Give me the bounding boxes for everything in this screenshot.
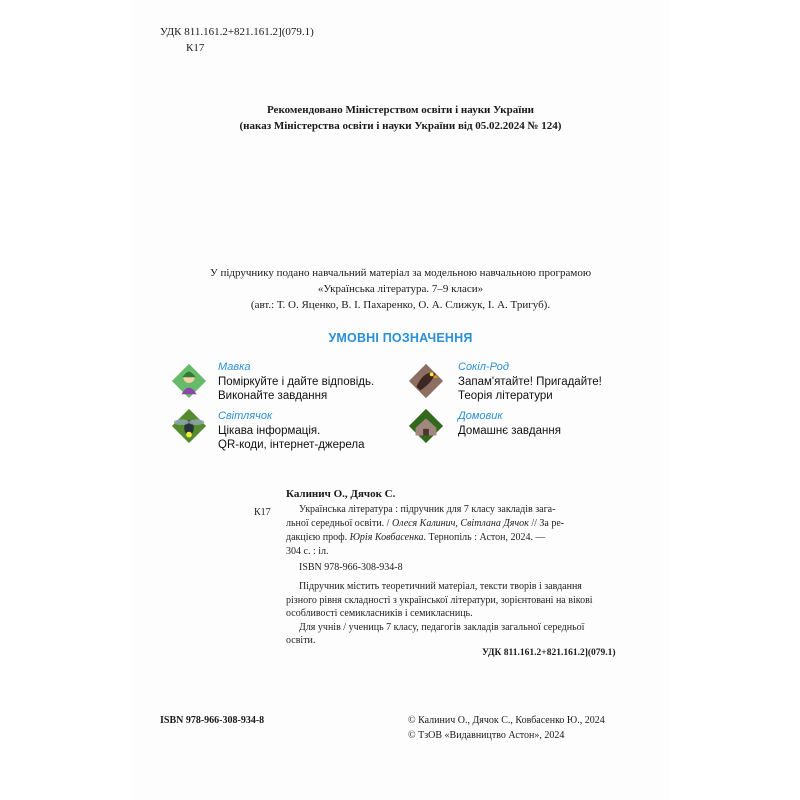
- program-note-line1: У підручнику подано навчальний матеріал за модельною навчальною програмою: [209, 267, 592, 279]
- legend-text-sokil-1: Запам'ятайте! Пригадайте!: [458, 376, 602, 388]
- program-note-line3: (авт.: Т. О. Яценко, В. І. Пахаренко, О. А. Слижук, І. А. Тригуб).: [250, 299, 551, 311]
- legend-title: УМОВНІ ПОЗНАЧЕННЯ: [328, 331, 473, 345]
- falcon-icon: [407, 362, 445, 400]
- catalog-isbn: ISBN 978-966-308-934-8: [299, 562, 403, 573]
- catalog-line4: 304 с. : іл.: [286, 546, 329, 557]
- legend-name-svitliachok: Світлячок: [218, 410, 273, 422]
- domovyk-icon: [407, 407, 445, 445]
- program-note-line2: «Українська література. 7–9 класи»: [317, 283, 484, 295]
- recommendation-line2: (наказ Міністерства освіти і науки України від 05.02.2024 № 124): [239, 120, 562, 132]
- legend-text-mavka-2: Виконайте завдання: [218, 390, 328, 402]
- recommendation-line1: Рекомендовано Міністерством освіти і науки України: [266, 104, 534, 116]
- mavka-icon: [170, 362, 208, 400]
- catalog-abstract-1: Підручник містить теоретичний матеріал, тексти творів і завдання: [299, 581, 582, 592]
- catalog-abstract-2: різного рівня складності з української літератури, зорієнтовані на вікові: [286, 595, 593, 606]
- footer-copyright-1: © Калинич О., Дячок С., Ковбасенко Ю., 2024: [408, 715, 605, 726]
- udk-header: УДК 811.161.2+821.161.2](079.1): [160, 26, 314, 38]
- catalog-authors: Калинич О., Дячок С.: [286, 488, 396, 500]
- catalog-audience-2: освіти.: [286, 635, 316, 646]
- catalog-line1: Українська література : підручник для 7 класу закладів зага-: [299, 504, 556, 515]
- catalog-abstract-3: особливості семикласників і семикласниць.: [286, 608, 473, 619]
- k-code-header: К17: [186, 42, 205, 54]
- legend-name-sokil: Сокіл-Род: [458, 361, 509, 373]
- legend-text-svitliachok-1: Цікава інформація.: [218, 425, 321, 437]
- legend-text-sokil-2: Теорія літератури: [458, 390, 553, 402]
- legend-name-domovyk: Домовик: [458, 410, 503, 422]
- footer-isbn: ISBN 978-966-308-934-8: [160, 715, 265, 726]
- footer-copyright-2: © ТзОВ «Видавництво Астон», 2024: [408, 730, 565, 741]
- legend-text-mavka-1: Поміркуйте і дайте відповідь.: [218, 376, 375, 388]
- catalog-line3: дакцією проф. Юрія Ковбасенка. Тернопіль : Астон, 2024. —: [286, 532, 546, 543]
- legend-text-domovyk-1: Домашнє завдання: [458, 425, 561, 437]
- firefly-icon: [170, 407, 208, 445]
- catalog-udk: УДК 811.161.2+821.161.2](079.1): [482, 648, 616, 658]
- catalog-line2: льної середньої освіти. / Олеся Калинич, Світлана Дячок // За ре-: [286, 518, 565, 529]
- catalog-audience-1: Для учнів / учениць 7 класу, педагогів закладів загальної середньої: [299, 622, 585, 633]
- legend-name-mavka: Мавка: [218, 361, 251, 373]
- catalog-code: К17: [254, 507, 271, 518]
- legend-text-svitliachok-2: QR-коди, інтернет-джерела: [218, 439, 365, 451]
